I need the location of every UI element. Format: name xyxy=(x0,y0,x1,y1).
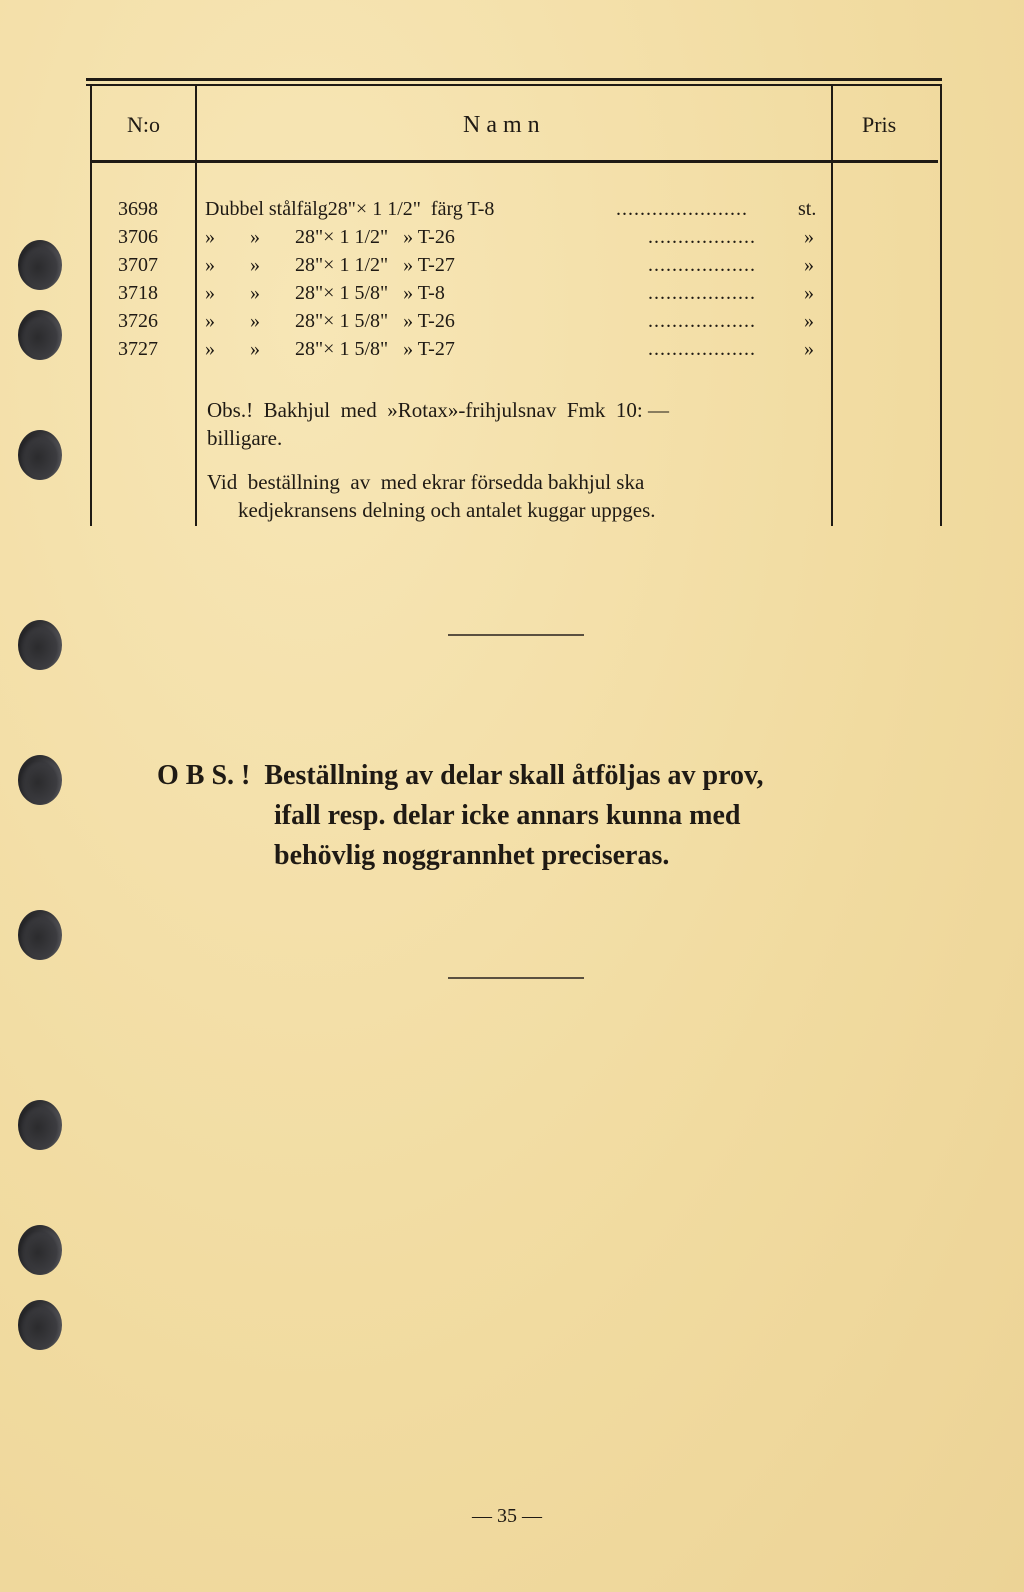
binder-hole-8 xyxy=(18,1225,62,1275)
row-number: 3718 xyxy=(118,282,158,304)
note-rotax-line2: billigare. xyxy=(207,426,283,450)
row-leader-dots: .................. xyxy=(648,310,756,332)
table-left-border xyxy=(90,86,92,526)
page-number: — 35 — xyxy=(472,1505,542,1527)
row-leader-dots: .................. xyxy=(648,254,756,276)
binder-hole-3 xyxy=(18,430,62,480)
row-leader-dots: .................. xyxy=(648,282,756,304)
table-col-divider-1 xyxy=(195,86,197,526)
row-name: » » 28"× 1 5/8" » T-27 xyxy=(205,338,455,360)
note-ordering-line2: kedjekransens delning och antalet kuggar uppges. xyxy=(238,498,656,522)
row-name: » » 28"× 1 1/2" » T-27 xyxy=(205,254,455,276)
binder-hole-6 xyxy=(18,910,62,960)
row-name: » » 28"× 1 1/2" » T-26 xyxy=(205,226,455,248)
row-number: 3726 xyxy=(118,310,158,332)
header-price: Pris xyxy=(862,112,897,137)
table-header-rule xyxy=(92,160,938,163)
row-number: 3706 xyxy=(118,226,158,248)
binder-hole-4 xyxy=(18,620,62,670)
row-unit: » xyxy=(804,254,814,276)
separator-rule-2 xyxy=(448,977,584,979)
note-rotax-line1: Obs.! Bakhjul med »Rotax»-frihjulsnav Fmk 10: — xyxy=(207,398,669,422)
note-ordering-line1: Vid beställning av med ekrar försedda bakhjul ska xyxy=(207,470,645,494)
row-unit: » xyxy=(804,226,814,248)
obs-line-1: O B S. ! Beställning av delar skall åtföljas av prov, xyxy=(157,760,764,791)
binder-hole-1 xyxy=(18,240,62,290)
binder-hole-7 xyxy=(18,1100,62,1150)
row-number: 3698 xyxy=(118,198,158,220)
row-leader-dots: ...................... xyxy=(616,198,748,220)
header-name: N a m n xyxy=(463,112,540,138)
row-unit: » xyxy=(804,282,814,304)
table-top-rule xyxy=(86,78,942,81)
row-leader-dots: .................. xyxy=(648,226,756,248)
obs-line-2: ifall resp. delar icke annars kunna med xyxy=(274,800,741,831)
binder-hole-2 xyxy=(18,310,62,360)
row-unit: st. xyxy=(798,198,817,220)
row-leader-dots: .................. xyxy=(648,338,756,360)
header-no: N:o xyxy=(127,112,160,137)
row-unit: » xyxy=(804,310,814,332)
row-name: » » 28"× 1 5/8" » T-26 xyxy=(205,310,455,332)
binder-hole-9 xyxy=(18,1300,62,1350)
separator-rule-1 xyxy=(448,634,584,636)
table-right-border xyxy=(940,86,942,526)
table-col-divider-2 xyxy=(831,86,833,526)
binder-hole-5 xyxy=(18,755,62,805)
row-name: » » 28"× 1 5/8" » T-8 xyxy=(205,282,445,304)
row-name: Dubbel stålfälg28"× 1 1/2" färg T-8 xyxy=(205,198,495,220)
row-unit: » xyxy=(804,338,814,360)
table-top-rule-2 xyxy=(86,84,942,86)
row-number: 3727 xyxy=(118,338,158,360)
row-number: 3707 xyxy=(118,254,158,276)
obs-line-3: behövlig noggrannhet preciseras. xyxy=(274,840,670,871)
